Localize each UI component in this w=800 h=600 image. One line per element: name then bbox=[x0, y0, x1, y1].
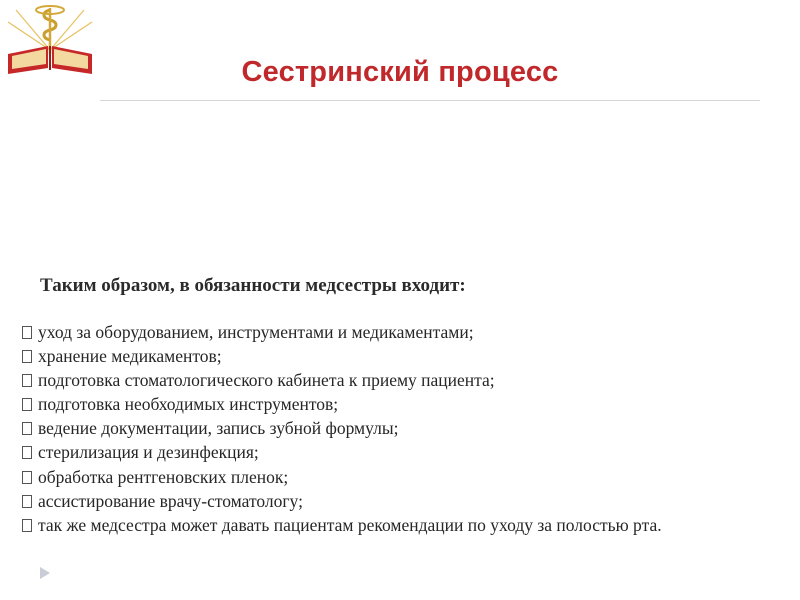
square-bullet-icon bbox=[22, 398, 32, 411]
square-bullet-icon bbox=[22, 350, 32, 363]
medical-emblem-icon bbox=[2, 2, 98, 76]
list-item-text: подготовка необходимых инструментов; bbox=[38, 394, 339, 415]
square-bullet-icon bbox=[22, 326, 32, 339]
title-divider bbox=[100, 100, 760, 101]
list-item bbox=[22, 467, 792, 491]
square-bullet-icon bbox=[22, 446, 32, 459]
list-item-text: хранение медикаментов; bbox=[38, 346, 222, 367]
list-item-text: стерилизация и дезинфекция; bbox=[38, 442, 259, 463]
list-item bbox=[22, 442, 792, 466]
list-item-text: подготовка стоматологического кабинета к приему пациента; bbox=[38, 370, 495, 391]
list-item bbox=[22, 370, 792, 394]
square-bullet-icon bbox=[22, 519, 32, 532]
list-item-text: ведение документации, запись зубной формулы; bbox=[38, 418, 399, 439]
slide-title: Сестринский процесс bbox=[241, 56, 559, 88]
duties-list bbox=[22, 322, 792, 539]
slide-subtitle: Таким образом, в обязанности медсестры входит: bbox=[40, 275, 466, 296]
square-bullet-icon bbox=[22, 422, 32, 435]
list-item-text: ассистирование врачу-стоматологу; bbox=[38, 490, 303, 511]
square-bullet-icon bbox=[22, 471, 32, 484]
list-item bbox=[22, 394, 792, 418]
square-bullet-icon bbox=[22, 495, 32, 508]
list-item bbox=[22, 515, 792, 539]
triangle-nav-icon[interactable] bbox=[38, 566, 52, 580]
list-item bbox=[22, 322, 792, 346]
list-item bbox=[22, 346, 792, 370]
list-item-text: уход за оборудованием, инструментами и медикаментами; bbox=[38, 322, 474, 342]
list-item-text: обработка рентгеновских пленок; bbox=[38, 466, 289, 487]
list-item-text: так же медсестра может давать пациентам рекомендации по уходу за полостью рта. bbox=[38, 514, 662, 535]
list-item bbox=[22, 418, 792, 442]
list-item bbox=[22, 491, 792, 515]
square-bullet-icon bbox=[22, 374, 32, 387]
